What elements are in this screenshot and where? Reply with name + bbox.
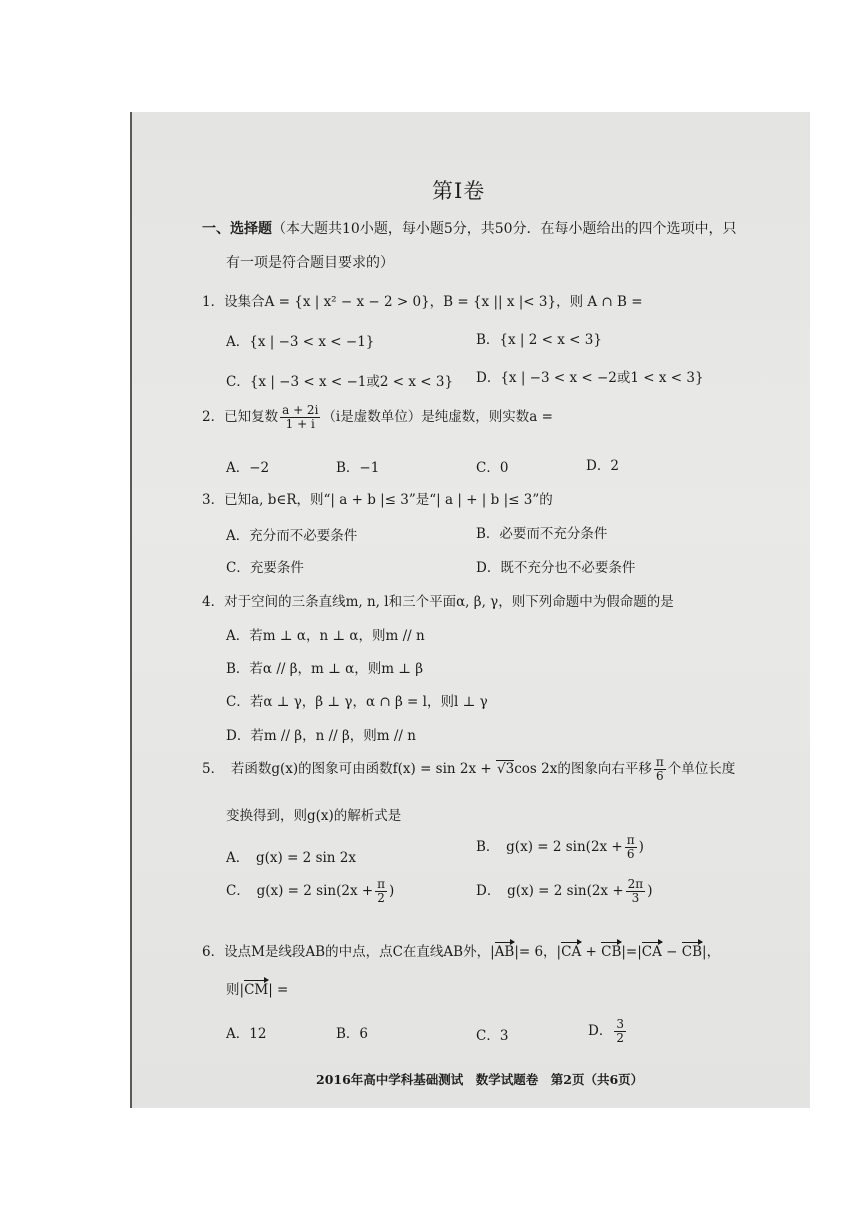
question-5-option-b: [476, 834, 644, 861]
question-2-stem: [202, 404, 553, 431]
question-1-option-a: A．{x | −3 < x < −1}: [226, 334, 375, 350]
question-6-line2-pre: 则|: [226, 982, 245, 998]
vector-cb-2: CB: [682, 941, 702, 960]
question-6-option-b: B．6: [336, 1026, 369, 1042]
question-6-option-d-fraction: [614, 1018, 626, 1045]
question-2-option-d: D．2: [586, 458, 619, 474]
question-6-pre: 6．设点M是线段AB的中点，点C在直线AB外，|: [202, 944, 495, 960]
vector-cm: CM: [244, 979, 268, 998]
question-5-line2: 变换得到，则g(x)的解析式是: [226, 808, 402, 824]
page-footer: 2016年高中学科基础测试 数学试题卷 第2页（共6页）: [316, 1072, 644, 1087]
section-title: 第Ⅰ卷: [432, 179, 486, 203]
question-5-option-c-pre: C． g(x) = 2 sin(2x +: [226, 883, 374, 900]
section-description-line1: （本大题共10小题，每小题5分，共50分．在每小题给出的四个选项中，只: [272, 221, 737, 237]
question-5-option-b-den: 6: [626, 847, 635, 862]
question-1-stem: 1．设集合A = {x | x² − x − 2 > 0}，B = {x || x |< 3}，则 A ∩ B =: [202, 294, 643, 310]
question-2-fraction: [280, 404, 320, 431]
question-5-sqrt: √3: [497, 761, 515, 778]
question-2-option-c: C．0: [476, 460, 509, 476]
question-5-pre: 5． 若函数g(x)的图象可由函数f(x) = sin 2x +: [202, 761, 496, 778]
question-6-line2: [226, 978, 288, 998]
question-5-option-b-post: ): [638, 839, 644, 856]
question-6-option-d-label: D．: [588, 1023, 613, 1040]
question-6-line2-post: | =: [268, 982, 289, 998]
question-5-option-b-pre: B． g(x) = 2 sin(2x +: [476, 839, 623, 856]
question-3-stem: 3．已知a, b∈R，则“| a + b |≤ 3”是“| a | + | b |≤ 3”的: [202, 492, 553, 508]
question-2-option-a: A．−2: [226, 460, 270, 476]
question-2-post: （i是虚数单位）是纯虚数，则实数a =: [322, 409, 553, 426]
section-label: 一、选择题: [202, 221, 272, 237]
question-3-option-c: C．充要条件: [226, 560, 304, 576]
question-6-option-d: [588, 1018, 628, 1045]
question-5-option-c-num: π: [377, 877, 386, 891]
question-5-mid: cos 2x的图象向右平移: [514, 761, 652, 778]
question-5-option-d-post: ): [647, 883, 653, 900]
question-1-option-c: C．{x | −3 < x < −1或2 < x < 3}: [226, 374, 454, 390]
question-5-option-c-den: 2: [377, 891, 385, 906]
vector-ca-1: CA: [561, 941, 581, 960]
question-3-option-d: D．既不充分也不必要条件: [476, 560, 636, 576]
question-3-option-a: A．充分而不必要条件: [226, 528, 358, 544]
question-6-option-d-den: 2: [616, 1031, 624, 1046]
question-2-option-b: B．−1: [336, 460, 380, 476]
section-description-line2: 有一项是符合题目要求的）: [226, 255, 394, 271]
question-5-option-b-num: π: [626, 833, 635, 847]
question-5-option-d-fraction: [626, 878, 646, 905]
vector-cb-1: CB: [601, 941, 621, 960]
question-5-fraction: [654, 756, 666, 783]
question-5-option-d-pre: D． g(x) = 2 sin(2x +: [476, 883, 624, 900]
question-1-option-b: B．{x | 2 < x < 3}: [476, 332, 602, 348]
exam-content: [130, 112, 810, 1108]
question-6-option-d-num: 3: [616, 1017, 624, 1031]
section-header-line1: [202, 218, 737, 238]
question-2-pre: 2．已知复数: [202, 409, 279, 426]
question-5-option-d: [476, 878, 652, 905]
question-4-stem: 4．对于空间的三条直线m, n, l和三个平面α, β, γ，则下列命题中为假命题的是: [202, 594, 674, 610]
question-6-option-a: A．12: [226, 1026, 267, 1042]
question-5-frac-den: 6: [655, 769, 664, 784]
question-6-option-c: C．3: [476, 1028, 509, 1044]
question-6-mid1: |= 6，|: [514, 944, 562, 960]
question-4-option-d: D．若m // β，n // β，则m // n: [226, 728, 416, 744]
question-4-option-b: B．若α // β，m ⊥ α，则m ⊥ β: [226, 661, 424, 677]
question-5-option-d-num: 2π: [627, 877, 644, 891]
question-6-plus: +: [581, 944, 602, 960]
question-5-frac-num: π: [655, 755, 664, 769]
question-5-option-c-fraction: [375, 878, 387, 905]
question-6-stem: [202, 940, 720, 960]
question-4-option-c: C．若α ⊥ γ，β ⊥ γ，α ∩ β = l，则l ⊥ γ: [226, 694, 488, 710]
question-5-option-a: A． g(x) = 2 sin 2x: [226, 850, 356, 866]
question-5-option-d-den: 3: [631, 891, 640, 906]
question-1-option-d: D．{x | −3 < x < −2或1 < x < 3}: [476, 370, 704, 386]
vector-ca-2: CA: [642, 941, 662, 960]
question-6-mid2: |=|: [621, 944, 642, 960]
question-5-option-c-post: ): [389, 883, 395, 900]
question-5-option-b-fraction: [625, 834, 637, 861]
question-6-minus: −: [661, 944, 682, 960]
question-2-frac-num: a + 2i: [282, 403, 319, 417]
question-4-option-a: A．若m ⊥ α，n ⊥ α，则m // n: [226, 628, 425, 644]
question-2-frac-den: 1 + i: [285, 417, 315, 432]
question-5-post: 个单位长度: [667, 761, 736, 778]
question-5-sqrt-arg: 3: [505, 761, 515, 778]
vector-ab: AB: [495, 941, 515, 960]
exam-paper: [130, 112, 810, 1108]
question-3-option-b: B．必要而不充分条件: [476, 526, 608, 542]
question-6-end: |，: [702, 944, 721, 960]
question-5-option-c: [226, 878, 394, 905]
question-5-stem: [202, 756, 735, 783]
